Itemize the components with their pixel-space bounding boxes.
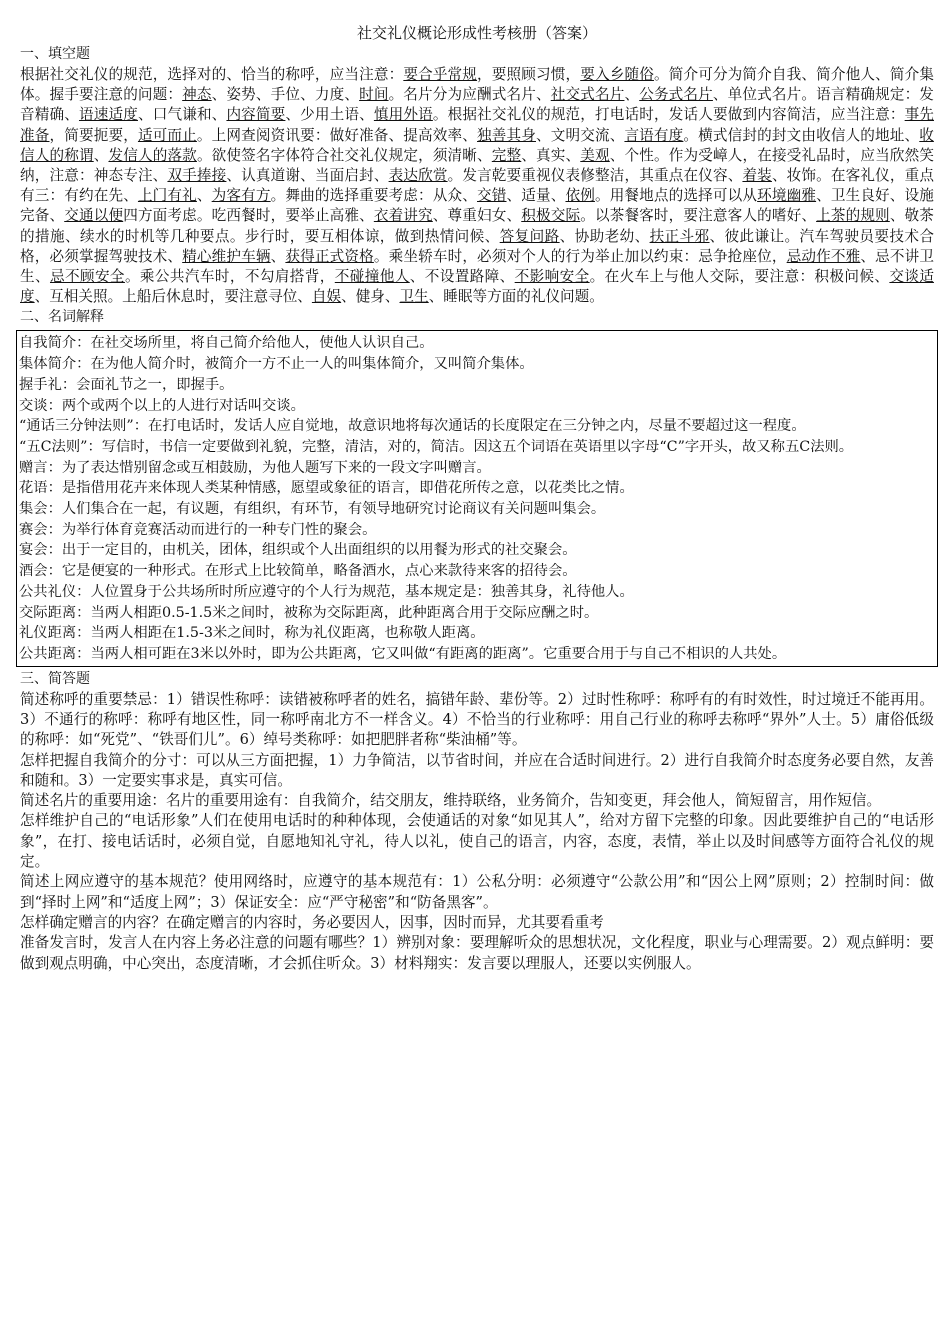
answer-blank: 衣着讲究 xyxy=(373,207,433,225)
short-answer-item: 准备发言时，发言人在内容上务必注意的问题有哪些？1）辨别对象：要理解听众的思想状况，文化程度，职业与心理需要。2）观点鲜明：要做到观点明确，中心突出，态度清晰，才会抓住听众。3）材料翔实：发言要以理服人，还要以实例服人。 xyxy=(20,934,934,972)
paragraph-text: 、 xyxy=(93,146,109,164)
answer-blank: 积极交际 xyxy=(521,207,581,225)
answer-blank: 适可而止 xyxy=(137,126,197,144)
paragraph-text: 。上网查阅资讯要：做好准备、提高效率、 xyxy=(196,126,478,144)
definition-item: 交际距离：当两人相距0.5-1.5米之间时，被称为交际距离，此种距离合用于交际应酬之时。 xyxy=(19,604,599,621)
section-heading-short-answer: 三、简答题 xyxy=(20,670,90,687)
paragraph-text: 。乘公共汽车时，不勾肩搭背， xyxy=(124,268,335,286)
section-heading-definitions: 二、名词解释 xyxy=(20,309,104,326)
answer-blank: 事先准备 xyxy=(20,106,934,144)
answer-blank: 忌不顾安全 xyxy=(49,268,125,286)
section-heading-fill-in: 一、填空题 xyxy=(20,46,90,62)
paragraph-text: ，要照顾习惯， xyxy=(477,66,581,83)
answer-blank: 获得正式资格 xyxy=(285,247,374,265)
answer-blank: 扶正斗邪 xyxy=(649,227,710,245)
paragraph-text: 、少用土语、 xyxy=(285,106,374,124)
paragraph-text: 、 xyxy=(624,86,640,104)
paragraph-text: 四方面考虑。吃西餐时，要举止高雅、 xyxy=(123,207,374,225)
answer-blank: 时间 xyxy=(359,86,389,104)
answer-blank: 要入乡随俗 xyxy=(580,66,654,83)
paragraph-text: 根据社交礼仪的规范，选择对的、恰当的称呼，应当注意： xyxy=(20,66,404,83)
answer-blank: 神态 xyxy=(182,86,212,104)
paragraph-text: 。舞曲的选择重要考虑：从众、 xyxy=(270,187,478,205)
paragraph-text: 、 xyxy=(196,187,212,205)
short-answer-item: 怎样维护自己的“电话形象”人们在使用电话时的种种体现，会使通话的对象“如见其人”，给对方留下完整的印象。因此要维护自己的“电话形象”，在打、接电话话时，必须自觉，自愿地知礼守礼，待人以礼，使自己的语言，内容，态度，表情，举止以及时间感等方面符合礼仪的规定。 xyxy=(20,812,934,871)
answer-blank: 完整 xyxy=(491,146,522,164)
definition-item: 赛会：为举行体育竞赛活动而进行的一种专门性的聚会。 xyxy=(19,521,377,538)
paragraph-text: 、健身、 xyxy=(341,288,400,306)
short-answer-list xyxy=(20,690,934,974)
answer-blank: 表达欣赏 xyxy=(388,167,448,185)
paragraph-text: 。用餐地点的选择可以从 xyxy=(594,187,758,205)
definition-item: “通话三分钟法则”：在打电话时，发话人应自觉地，故意识地将每次通话的长度限定在三分钟之内，尽量不要超过这一程度。 xyxy=(19,418,806,435)
answer-blank: 慎用外语 xyxy=(373,106,433,124)
answer-blank: 美观 xyxy=(580,146,610,164)
answer-blank: 内容简要 xyxy=(226,106,286,124)
answer-blank: 言语有度 xyxy=(624,126,684,144)
paragraph-text: 。以茶餐客时，要注意客人的嗜好、 xyxy=(580,207,817,225)
paragraph-text: 、卫生良好、设施完备、 xyxy=(20,187,934,225)
definition-item: 公共礼仪：人位置身于公共场所时所应遵守的个人行为规范，基本规定是：独善其身，礼待他人。 xyxy=(19,583,634,600)
paragraph-text: 、文明交流、 xyxy=(535,126,625,144)
document-page xyxy=(20,22,934,974)
paragraph-text: 、敬茶的措施、续水的时机等几种要点。步行时，要互相体谅，做到热情问候、 xyxy=(20,207,934,245)
paragraph-text: 、个性。作为受嶂人，在接受礼品时，应当欣然笑纳，注意：神态专注、 xyxy=(20,146,934,185)
answer-blank: 交谈适度 xyxy=(20,268,934,306)
paragraph-text: 、适量、 xyxy=(506,187,566,205)
answer-blank: 交通以便 xyxy=(64,207,124,225)
definition-item: 自我简介：在社交场所里，将自己简介给他人，使他人认识自己。 xyxy=(19,335,434,352)
definition-item: 花语：是指借用花卉来体现人类某种情感，愿望或象征的语言，即借花所传之意，以花类比之情。 xyxy=(19,480,634,497)
definition-item: 交谈：两个或两个以上的人进行对话叫交谈。 xyxy=(19,397,305,414)
answer-blank: 卫生 xyxy=(399,288,429,306)
fill-in-paragraph xyxy=(20,65,934,307)
paragraph-text: 、睡眠等方面的礼仪问题。 xyxy=(428,288,604,306)
answer-blank: 收信人的称谓 xyxy=(20,126,934,164)
answer-blank: 答复问路 xyxy=(499,227,560,245)
paragraph-text: 。发言乾要重视仪表修整洁，其重点在仪容、 xyxy=(447,167,743,185)
paragraph-text: 、不设置路障、 xyxy=(409,268,515,286)
paragraph-text: 、妆饰。在客礼仪，重点有三：有约在先、 xyxy=(20,167,934,205)
answer-blank: 依例 xyxy=(565,187,595,205)
document-title: 社交礼仪概论形成性考核册（答案） xyxy=(356,24,597,42)
paragraph-text: 、认真道谢、当面启封、 xyxy=(226,167,389,185)
short-answer-item: 怎样把握自我简介的分寸：可以从三方面把握，1）力争简洁，以节省时间，并应在合适时间进行。2）进行自我简介时态度务必要自然，友善和随和。3）一定要实事求是，真实可信。 xyxy=(20,751,934,789)
paragraph-text: 、忌不讲卫生、 xyxy=(20,247,934,286)
paragraph-text: 。横式信封的封文由收信人的地址、 xyxy=(683,126,920,144)
answer-blank: 双手捧接 xyxy=(167,167,227,185)
answer-blank: 交错 xyxy=(477,187,507,205)
definition-item: 礼仪距离：当两人相距在1.5-3米之间时，称为礼仪距离，也称敬人距离。 xyxy=(19,625,485,642)
answer-blank: 不影响安全 xyxy=(514,268,590,286)
definition-item: 赠言：为了表达惜别留念或互相鼓励，为他人题写下来的一段文字叫赠言。 xyxy=(19,459,491,476)
short-answer-item: 简述称呼的重要禁忌：1）错误性称呼：读错被称呼者的姓名，搞错年龄、辈份等。2）过时性称呼：称呼有的有时效性，时过境迁不能再用。3）不通行的称呼：称呼有地区性，同一称呼南北方不一样含义。4）不恰当的行业称呼：用自己行业的称呼去称呼“界外”人士。5）庸俗低级的称呼：如“死党”、“铁哥们儿”。6）绰号类称呼：如把肥胖者称“柴油桶”等。 xyxy=(20,690,934,749)
short-answer-item: 简述上网应遵守的基本规范？使用网络时，应遵守的基本规范有：1）公私分明：必须遵守“公款公用”和“因公上网”原则；2）控制时间：做到“择时上网”和“适度上网”；3）保证安全：应“严守秘密”和“防备黑客”。 xyxy=(20,873,934,911)
paragraph-text: 。欲使签名字体符合社交礼仪规定，须清晰、 xyxy=(196,146,492,164)
definition-item: 集会：人们集合在一起，有议题，有组织，有环节，有领导地研究讨论商议有关问题叫集会。 xyxy=(19,501,606,518)
short-answer-item: 怎样确定赠言的内容？在确定赠言的内容时，务必要因人，因事，因时而异，尤其要看重考 xyxy=(20,913,604,931)
paragraph-text: 、互相关照。上船后休息时，要注意寻位、 xyxy=(34,288,312,306)
answer-blank: 要合乎常规 xyxy=(403,66,478,83)
answer-blank: 独善其身 xyxy=(477,126,536,144)
answer-blank: 忌动作不雅 xyxy=(786,247,861,265)
answer-blank: 为客有方 xyxy=(211,187,271,205)
paragraph-text: 。简介可分为简介自我、简介他人、简介集体。握手要注意的问题： xyxy=(20,66,934,104)
definition-item: 握手礼：会面礼节之一，即握手。 xyxy=(19,376,234,393)
short-answer-item: 简述名片的重要用途：名片的重要用途有：自我简介，结交朋友，维持联络，业务简介，告知变更，拜会他人，简短留言，用作短信。 xyxy=(20,792,882,810)
paragraph-text: 。乘坐轿车时，必须对个人的行为举止加以约束：忌争抢座位， xyxy=(373,247,787,265)
answer-blank: 上茶的规则 xyxy=(816,207,890,225)
definition-item: “五C法则”：写信时，书信一定要做到礼貌，完整，清洁，对的，简洁。因这五个词语在英语里以字母“C”字开头，故又称五C法则。 xyxy=(19,438,854,455)
answer-blank: 语速适度 xyxy=(78,106,138,124)
answer-blank: 不碰撞他人 xyxy=(334,268,410,286)
paragraph-text: 。根据社交礼仪的规范，打电话时，发话人要做到内容简洁，应当注意： xyxy=(432,106,905,124)
paragraph-text: 、口气谦和、 xyxy=(137,106,227,124)
paragraph-text: 、真实、 xyxy=(521,146,581,164)
paragraph-text: 、协助老幼、 xyxy=(559,227,650,245)
paragraph-text: ，简要扼要， xyxy=(49,126,138,144)
paragraph-text: 、尊重妇女、 xyxy=(432,207,522,225)
paragraph-text: 、 xyxy=(270,247,286,265)
definitions-box xyxy=(16,330,938,666)
definition-item: 宴会：出于一定目的，由机关，团体，组织或个人出面组织的以用餐为形式的社交聚会。 xyxy=(19,542,577,559)
answer-blank: 自娱 xyxy=(311,288,342,306)
definition-item: 集体简介：在为他人简介时，被简介一方不止一人的叫集体简介，又叫简介集体。 xyxy=(19,356,534,373)
paragraph-text: 。在火车上与他人交际，要注意：积极问候、 xyxy=(589,268,890,286)
answer-blank: 着装 xyxy=(742,167,772,185)
answer-blank: 发信人的落款 xyxy=(108,146,197,164)
paragraph-text: 、彼此谦让。汽车驾驶员要技术合格，必须掌握驾驶技术、 xyxy=(20,227,934,265)
paragraph-text: 、姿势、手位、力度、 xyxy=(211,86,360,104)
definition-item: 酒会：它是便宴的一种形式。在形式上比较简单，略备酒水，点心来款待来客的招待会。 xyxy=(19,563,577,580)
paragraph-text: 。名片分为应酬式名片、 xyxy=(388,86,551,104)
paragraph-text: 、单位式名片。语言精确规定：发音精确、 xyxy=(20,86,934,124)
answer-blank: 精心维护车辆 xyxy=(182,247,271,265)
answer-blank: 社交式名片 xyxy=(550,86,625,104)
answer-blank: 上门有礼 xyxy=(137,187,197,205)
answer-blank: 公务式名片 xyxy=(639,86,713,104)
answer-blank: 环境幽雅 xyxy=(757,187,817,205)
definition-item: 公共距离：当两人相可距在3米以外时，即为公共距离，它又叫做“有距离的距离”。它重要合用于与自己不相识的人共处。 xyxy=(19,645,787,662)
